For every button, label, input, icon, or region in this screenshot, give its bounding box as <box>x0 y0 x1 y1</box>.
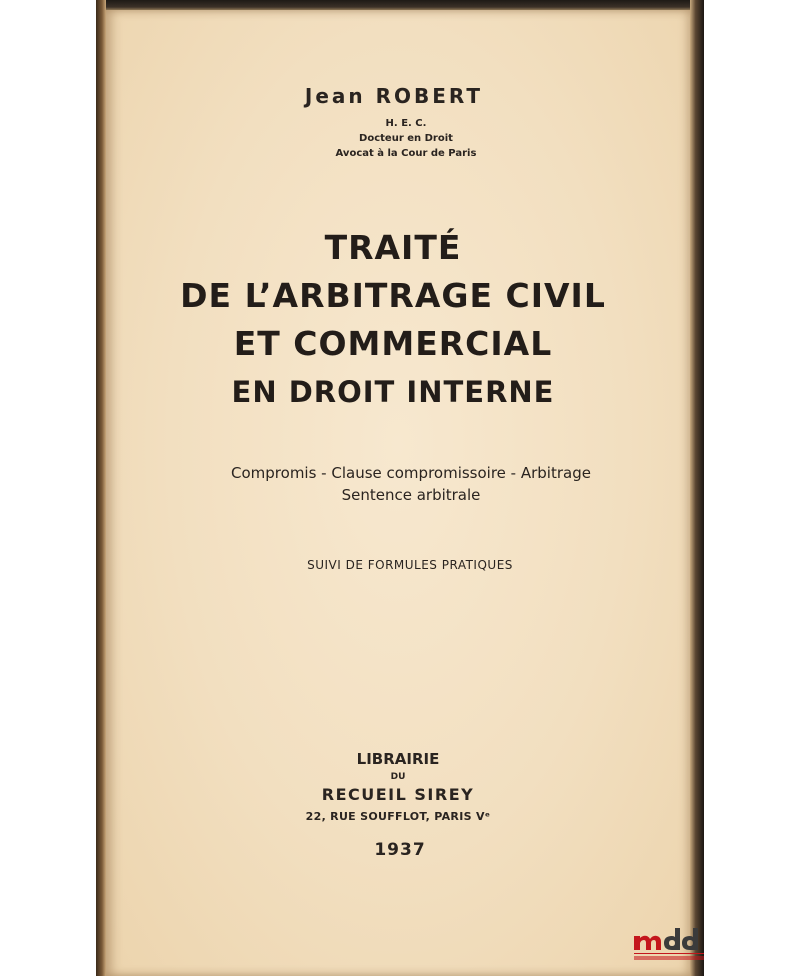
credential-degree: Docteur en Droit <box>359 133 453 144</box>
title-line-4: EN DROIT INTERNE <box>231 375 555 409</box>
book-binding-left <box>96 0 106 976</box>
title-line-1: TRAITÉ <box>324 228 462 267</box>
publisher-block <box>106 748 690 828</box>
publisher-name: RECUEIL SIREY <box>321 785 475 804</box>
mdd-logo-icon <box>632 920 708 962</box>
subtitle-line-1: Compromis - Clause compromissoire - Arbitrage <box>231 464 591 482</box>
formules-note: SUIVI DE FORMULES PRATIQUES <box>307 558 513 572</box>
publication-year: 1937 <box>374 840 426 860</box>
book-title <box>101 224 685 416</box>
book-binding-top <box>96 0 704 10</box>
subtitle-line-2: Sentence arbitrale <box>341 486 481 504</box>
publisher-line-2: DU <box>390 772 406 782</box>
title-line-3: ET COMMERCIAL <box>233 324 553 363</box>
book-subtitle <box>119 462 703 506</box>
publisher-line-1: LIBRAIRIE <box>356 750 440 768</box>
credential-school: H. E. C. <box>385 118 427 129</box>
publisher-address: 22, RUE SOUFFLOT, PARIS Vᵉ <box>305 810 491 823</box>
credential-bar: Avocat à la Cour de Paris <box>335 148 477 159</box>
author-credentials <box>114 116 698 161</box>
title-line-2: DE L’ARBITRAGE CIVIL <box>180 276 606 315</box>
author-name: Jean ROBERT <box>304 84 484 108</box>
title-page <box>106 10 690 976</box>
